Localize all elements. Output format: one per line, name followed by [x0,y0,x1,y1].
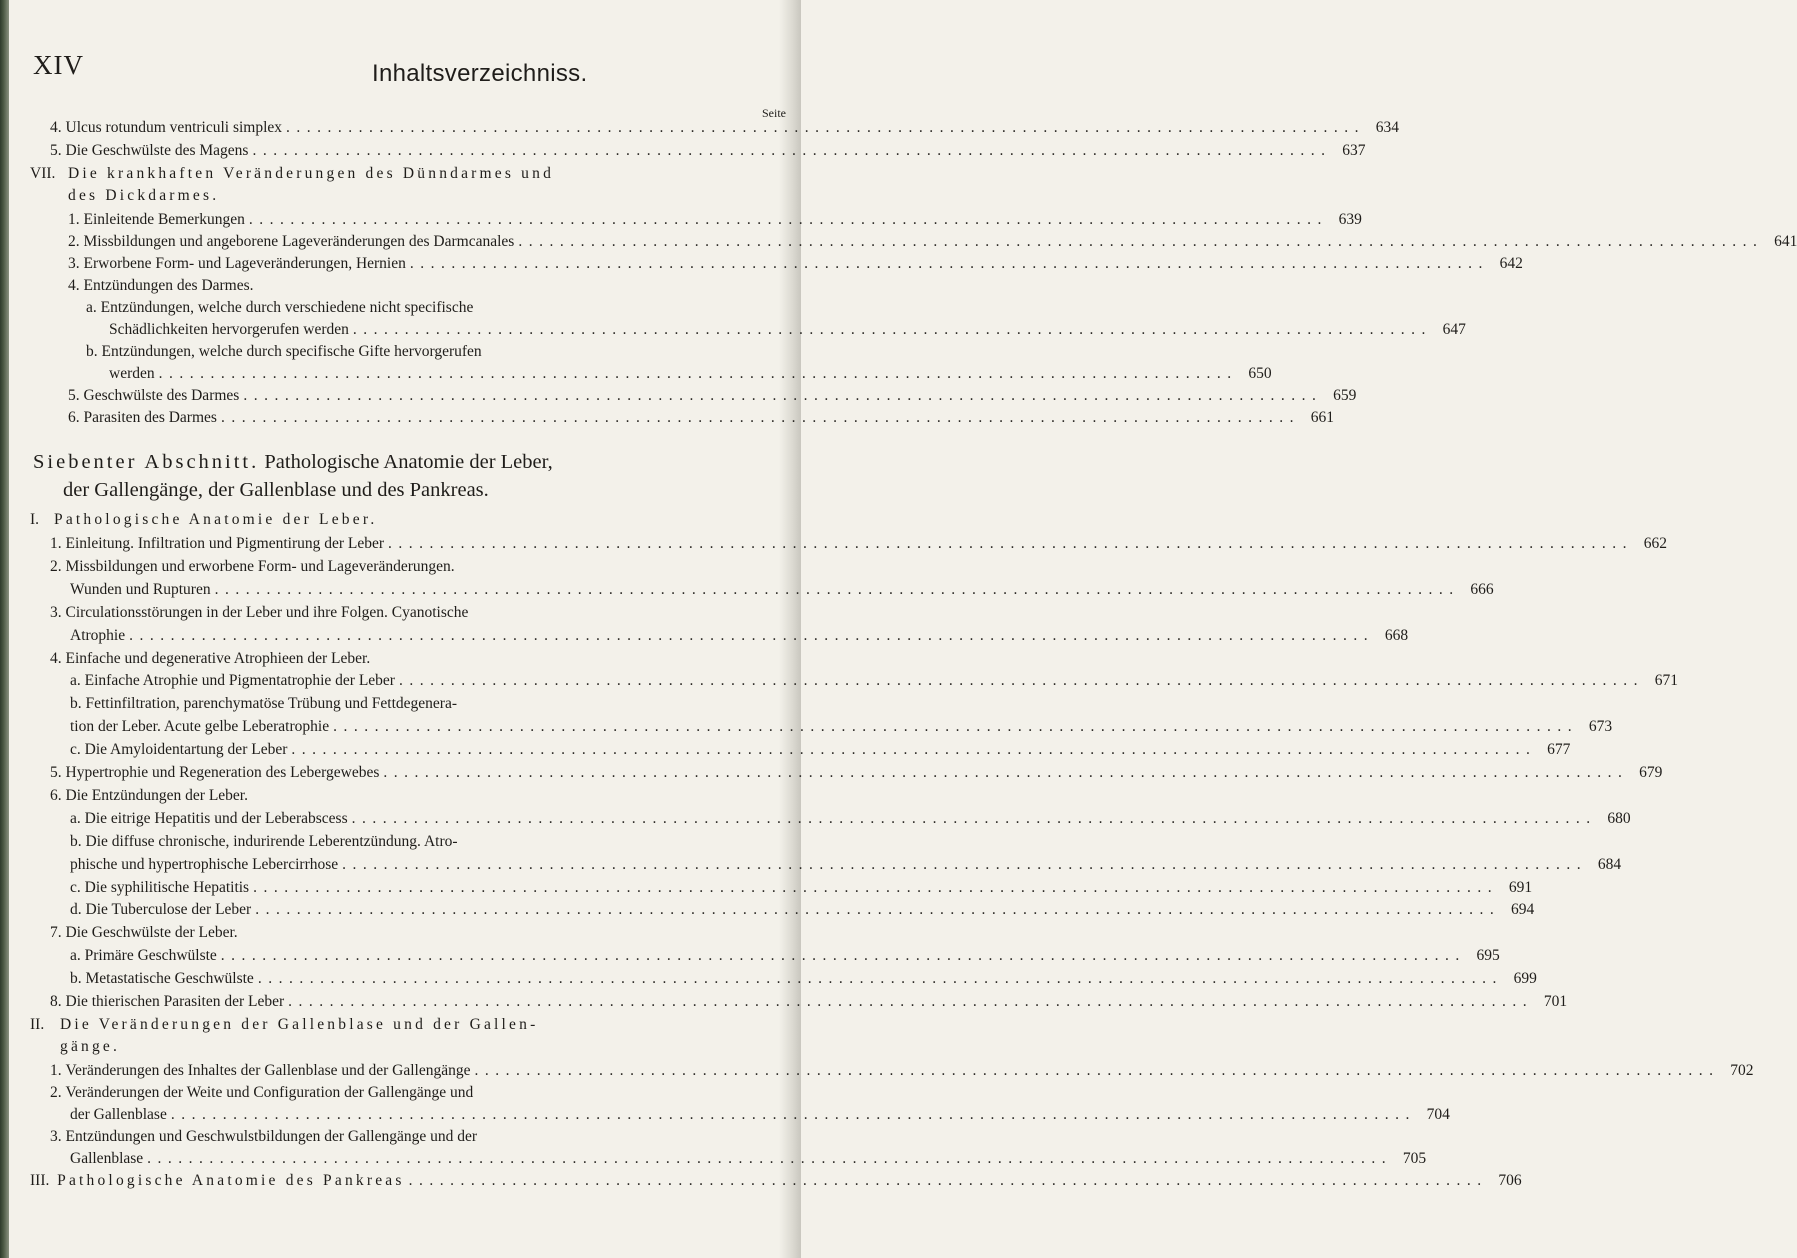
entry-page: 634 [1375,119,1400,136]
toc-entry [68,210,1362,230]
toc-subentry [70,694,773,714]
toc-entry-continued [70,1105,1450,1125]
dot-leader: ........................................................................................................................ [220,947,1466,965]
entry-number: 3. [50,1128,62,1145]
toc-entry [50,992,1568,1012]
chapter-numeral: I. [30,511,40,528]
dot-leader: ........................................................................................................ [220,409,1300,426]
toc-subentry [70,969,1537,989]
entry-number: 5. [50,764,62,781]
entry-page: 637 [1342,142,1366,159]
entry-page: 647 [1442,321,1466,338]
entry-number: 6. [50,786,62,804]
entry-page: 650 [1248,365,1272,382]
toc-subentry [70,946,1500,966]
chapter-title: Die Veränderungen der Gallenblase und der Gallen- [60,1016,539,1033]
entry-page: 659 [1333,387,1357,404]
dot-leader: ........................................................................................................ [352,321,1432,338]
toc-entry-continued [70,580,1494,600]
entry-number: 4. [50,649,62,667]
toc-entry [50,557,773,577]
entry-letter: c. [70,878,81,896]
dot-leader: ........................................................................................................................ [147,1150,1393,1167]
toc-subentry [70,671,1678,691]
entry-letter: a. [70,809,81,827]
entry-page: 662 [1643,535,1668,552]
chapter-numeral: III. [30,1172,50,1189]
entry-title: Die Geschwülste der Leber. [65,924,238,942]
dot-leader: ........................................................................................................................ [288,993,1534,1010]
dot-leader: ........................................................................................................................ [474,1062,1720,1079]
entry-number: 3. [50,603,62,621]
dot-leader: ........................................................................................................................ [253,878,1499,896]
entry-page: 680 [1607,809,1631,827]
entry-page: 704 [1426,1106,1450,1123]
toc-entry [50,118,1400,138]
entry-title: Die thierischen Parasiten der Leber [65,993,285,1010]
toc-entry [50,1127,773,1147]
entry-title: Die Tuberculose der Leber [85,901,252,919]
dot-leader: ........................................................................................................................ [129,626,1375,644]
toc-entry [50,603,773,623]
entry-letter: b. [70,832,82,850]
section-heading [33,448,773,504]
entry-title: Entzündungen, welche durch verschiedene nicht specifische [100,299,474,316]
entry-title: phische und hypertrophische Lebercirrhose [70,855,339,873]
entry-number: 6. [68,409,80,426]
entry-number: 2. [68,233,80,250]
entry-page: 671 [1654,672,1678,690]
entry-number: 4. [68,277,80,294]
toc-subentry-continued [109,364,1272,384]
entry-title: Schädlichkeiten hervorgerufen werden [109,321,349,338]
entry-title: Fettinfiltration, parenchymatöse Trübung und Fettdegenera- [85,695,457,713]
dot-leader: ........................................................................................................................ [255,901,1501,919]
dot-leader: ........................................................................................................ [248,211,1328,228]
chapter-title: Die krankhaften Veränderungen des Dünndarmes und [68,165,555,182]
entry-number: 7. [50,924,62,942]
entry-letter: b. [70,970,82,988]
entry-letter: a. [70,672,81,690]
entry-title: Atrophie [70,626,126,644]
section-title: Pathologische Anatomie der Leber, [259,451,553,473]
dot-leader: ........................................................................................................................ [342,855,1588,873]
dot-leader: ........................................................................................................................ [518,233,1764,250]
section-number: Siebenter Abschnitt. [33,451,260,473]
entry-page: 695 [1476,947,1500,965]
toc-subentry-continued [109,320,1466,340]
dot-leader: ........................................................................................................ [158,365,1238,382]
toc-subentry [70,832,773,852]
dot-leader: ........................................................................................................................ [398,672,1644,690]
chapter-title: Pathologische Anatomie der Leber. [54,511,378,528]
entry-page: 642 [1499,255,1523,272]
entry-title: Entzündungen und Geschwulstbildungen der Gallengänge und der [65,1128,478,1145]
entry-number: 1. [68,211,80,228]
entry-title: Veränderungen der Weite und Configuration der Gallengänge und [65,1084,474,1101]
entry-page: 691 [1508,878,1533,896]
entry-number: 1. [50,535,62,552]
chapter-title: Pathologische Anatomie des Pankreas [57,1172,405,1189]
entry-page: 673 [1588,718,1613,736]
dot-leader: ........................................................................................................................ [351,809,1597,827]
entry-title: Parasiten des Darmes [83,409,217,426]
dot-leader: ........................................................................................................................ [383,764,1629,781]
entry-number: 2. [50,557,62,575]
toc-subentry [86,342,773,362]
toc-entry-continued [70,855,1622,875]
entry-number: 5. [50,142,62,159]
entry-letter: a. [86,299,97,316]
toc-entry [50,786,773,806]
entry-letter: d. [70,901,82,919]
toc-entry [50,923,773,943]
entry-title: tion der Leber. Acute gelbe Leberatrophie [70,718,330,736]
entry-letter: b. [70,695,82,713]
toc-entry-continued [70,1149,1427,1169]
entry-title: Metastatische Geschwülste [85,970,254,988]
entry-page: 701 [1543,993,1568,1010]
entry-title: Einfache Atrophie und Pigmentatrophie der Leber [84,672,395,690]
chapter-title-continued: des Dickdarmes. [68,187,220,204]
entry-letter: b. [86,343,98,360]
entry-page: 639 [1338,211,1362,228]
dot-leader: ........................................................................................................ [243,387,1323,404]
entry-page: 699 [1513,970,1537,988]
entry-page: 705 [1402,1150,1427,1167]
entry-page: 661 [1310,409,1334,426]
entry-title: Einleitende Bemerkungen [83,211,245,228]
entry-page: 666 [1470,580,1494,598]
entry-page: 684 [1597,855,1622,873]
toc-entry [50,763,1663,783]
entry-title: Entzündungen, welche durch specifische Gifte hervorgerufen [101,343,482,360]
toc-entry [68,276,773,296]
toc-subentry [86,298,773,318]
entry-title: Missbildungen und angeborene Lageveränderungen des Darmcanales [83,233,515,250]
dot-leader: ........................................................................................................ [408,1172,1488,1189]
section-title-line2: der Gallengänge, der Gallenblase und des Pankreas. [63,479,489,501]
entry-number: 5. [68,387,80,404]
entry-page: 677 [1547,741,1571,759]
toc-subentry [70,809,1631,829]
dot-leader: ........................................................................................................ [252,142,1332,159]
dot-leader: ........................................................................................................................ [214,580,1460,598]
toc-entry [68,254,1523,274]
entry-title: Einfache und degenerative Atrophieen der Leber. [65,649,371,667]
entry-page: 668 [1384,626,1409,644]
entry-title: Entzündungen des Darmes. [83,277,254,294]
entry-title: Geschwülste des Darmes [83,387,240,404]
entry-number: 3. [68,255,80,272]
entry-letter: c. [70,741,81,759]
entry-page: 694 [1510,901,1535,919]
dot-leader: ........................................................................................................................ [257,970,1503,988]
toc-entry [50,141,1366,161]
entry-title: Die eitrige Hepatitis und der Leberabscess [84,809,348,827]
chapter-numeral: VII. [30,165,56,182]
chapter-title-continued: gänge. [60,1038,121,1055]
running-title: Inhaltsverzeichniss. [372,60,588,87]
entry-title: Missbildungen und erworbene Form- und Lageveränderungen. [65,557,455,575]
seite-label: Seite [762,106,786,120]
toc-entry [50,649,773,669]
entry-title: Die Entzündungen der Leber. [65,786,248,804]
entry-number: 8. [50,993,62,1010]
toc-entry [50,1061,1754,1081]
toc-entry [68,232,1797,252]
dot-leader: ........................................................................................................ [409,255,1489,272]
dot-leader: ........................................................................................................................ [388,535,1634,552]
toc-chapter-entry [30,1171,1522,1191]
dot-leader: ........................................................................................................................ [333,718,1579,736]
entry-title: Hypertrophie und Regeneration des Lebergewebes [65,764,380,781]
toc-entry-continued [70,626,1409,646]
entry-page: 641 [1774,233,1797,250]
toc-subentry [70,740,1571,760]
entry-page: 702 [1730,1062,1754,1079]
entry-title: Die Amyloidentartung der Leber [84,741,288,759]
page-number: XIV [33,50,84,80]
entry-title: Veränderungen des Inhaltes der Gallenblase und der Gallengänge [65,1062,471,1079]
toc-entry [68,408,1334,428]
entry-title: Die syphilitische Hepatitis [84,878,250,896]
dot-leader: ........................................................................................................................ [170,1106,1416,1123]
entry-title: Die Geschwülste des Magens [65,142,249,159]
toc-entry [50,534,1668,554]
entry-title: Gallenblase [70,1150,144,1167]
entry-number: 1. [50,1062,62,1079]
toc-entry [50,1083,773,1103]
dot-leader: ........................................................................................................ [286,119,1366,136]
entry-title: Ulcus rotundum ventriculi simplex [65,119,283,136]
chapter-numeral: II. [30,1016,45,1033]
entry-title: der Gallenblase [70,1106,167,1123]
entry-title: Einleitung. Infiltration und Pigmentirung der Leber [65,535,385,552]
dot-leader: ........................................................................................................................ [291,741,1537,759]
toc-subentry [70,900,1535,920]
entry-page: 679 [1639,764,1663,781]
entry-number: 4. [50,119,62,136]
entry-letter: a. [70,947,81,965]
entry-title: Die diffuse chronische, indurirende Leberentzündung. Atro- [85,832,458,850]
toc-entry [68,386,1357,406]
entry-title: Primäre Geschwülste [84,947,217,965]
entry-page: 706 [1498,1172,1522,1189]
entry-title: werden [109,365,155,382]
entry-title: Erworbene Form- und Lageveränderungen, Hernien [83,255,406,272]
toc-subentry [70,878,1533,898]
entry-number: 2. [50,1084,62,1101]
toc-entry-continued [70,717,1613,737]
entry-title: Wunden und Rupturen [70,580,211,598]
entry-title: Circulationsstörungen in der Leber und ihre Folgen. Cyanotische [65,603,469,621]
binding-edge [0,0,9,1258]
